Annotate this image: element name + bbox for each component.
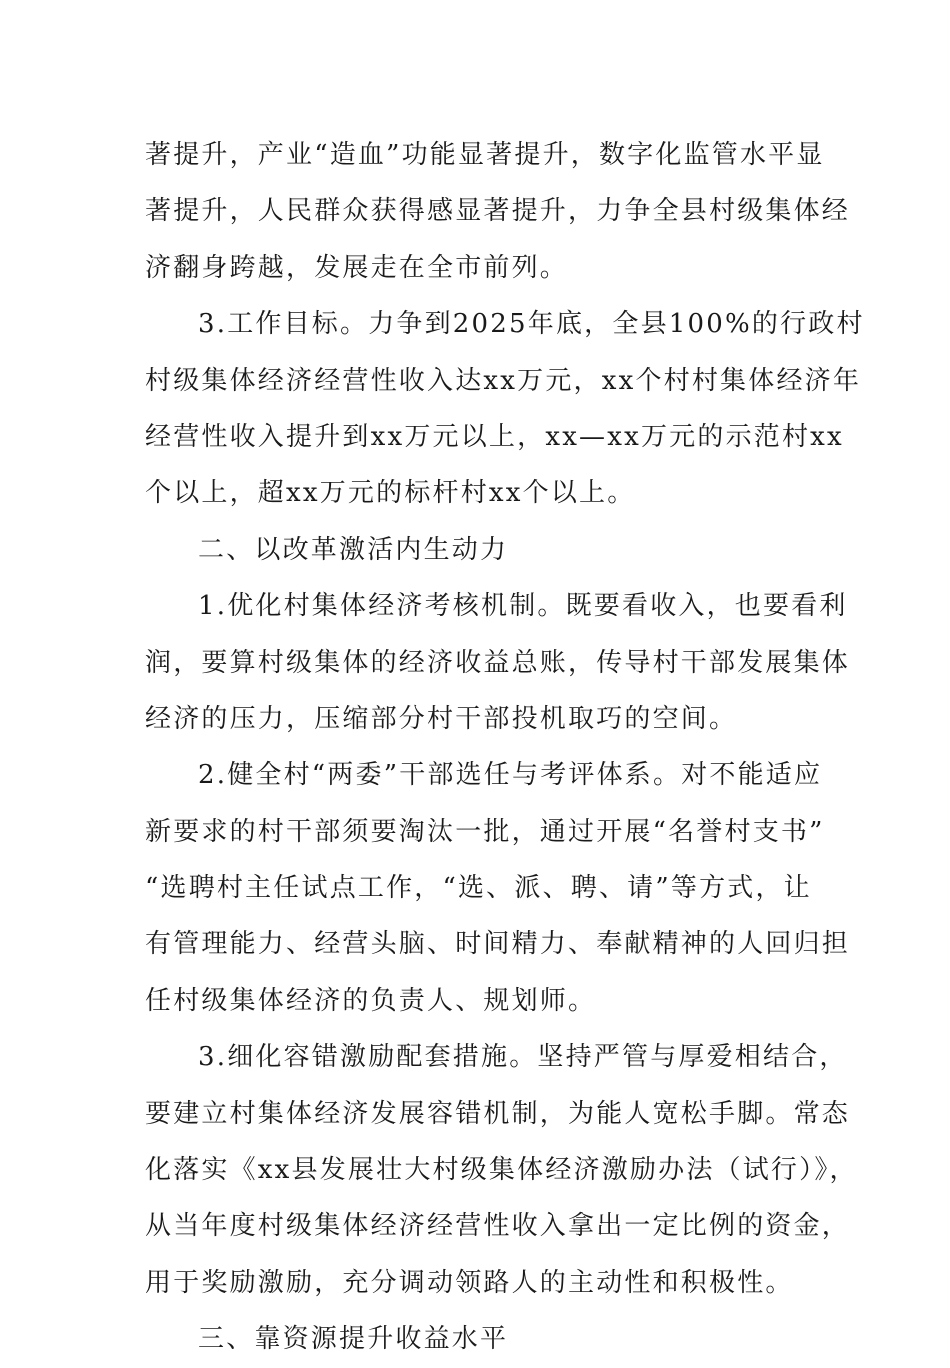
- text-line: 村级集体经济经营性收入达xx万元，xx个村村集体经济年: [145, 365, 862, 396]
- text-line: 用于奖励激励，充分调动领路人的主动性和积极性。: [145, 1267, 794, 1298]
- text-line: 从当年度村级集体经济经营性收入拿出一定比例的资金，: [145, 1211, 851, 1242]
- section-heading: 三、靠资源提升收益水平: [198, 1324, 509, 1355]
- text-line: 有管理能力、经营头脑、时间精力、奉献精神的人回归担: [145, 929, 851, 960]
- text-line: 经济的压力，压缩部分村干部投机取巧的空间。: [145, 703, 738, 734]
- text-line: 新要求的村干部须要淘汰一批，通过开展“名誉村支书”: [145, 816, 825, 847]
- text-line: 任村级集体经济的负责人、规划师。: [145, 985, 597, 1016]
- paragraph-start-line: 3.工作目标。力争到2025年底，全县100%的行政村: [198, 309, 865, 340]
- text-line: “选聘村主任试点工作，“选、派、聘、请”等方式，让: [145, 873, 812, 904]
- text-line: 经营性收入提升到xx万元以上，xx—xx万元的示范村xx: [145, 421, 844, 452]
- text-line: 润，要算村级集体的经济收益总账，传导村干部发展集体: [145, 647, 851, 678]
- text-line: 化落实《xx县发展壮大村级集体经济激励办法（试行）》，: [145, 1155, 858, 1186]
- section-heading: 二、以改革激活内生动力: [198, 534, 509, 565]
- paragraph-start-line: 3.细化容错激励配套措施。坚持严管与厚爱相结合，: [198, 1042, 848, 1073]
- text-line: 著提升，人民群众获得感显著提升，力争全县村级集体经: [145, 196, 851, 227]
- text-line: 个以上，超xx万元的标杆村xx个以上。: [145, 478, 636, 509]
- document-body: [145, 127, 865, 1368]
- text-line: 济翻身跨越，发展走在全市前列。: [145, 252, 569, 283]
- paragraph-start-line: 2.健全村“两委”干部选任与考评体系。对不能适应: [198, 760, 823, 791]
- paragraph-start-line: 1.优化村集体经济考核机制。既要看收入，也要看利: [198, 591, 848, 622]
- text-line: 要建立村集体经济发展容错机制，为能人宽松手脚。常态: [145, 1098, 851, 1129]
- text-line: 著提升，产业“造血”功能显著提升，数字化监管水平显: [145, 140, 825, 170]
